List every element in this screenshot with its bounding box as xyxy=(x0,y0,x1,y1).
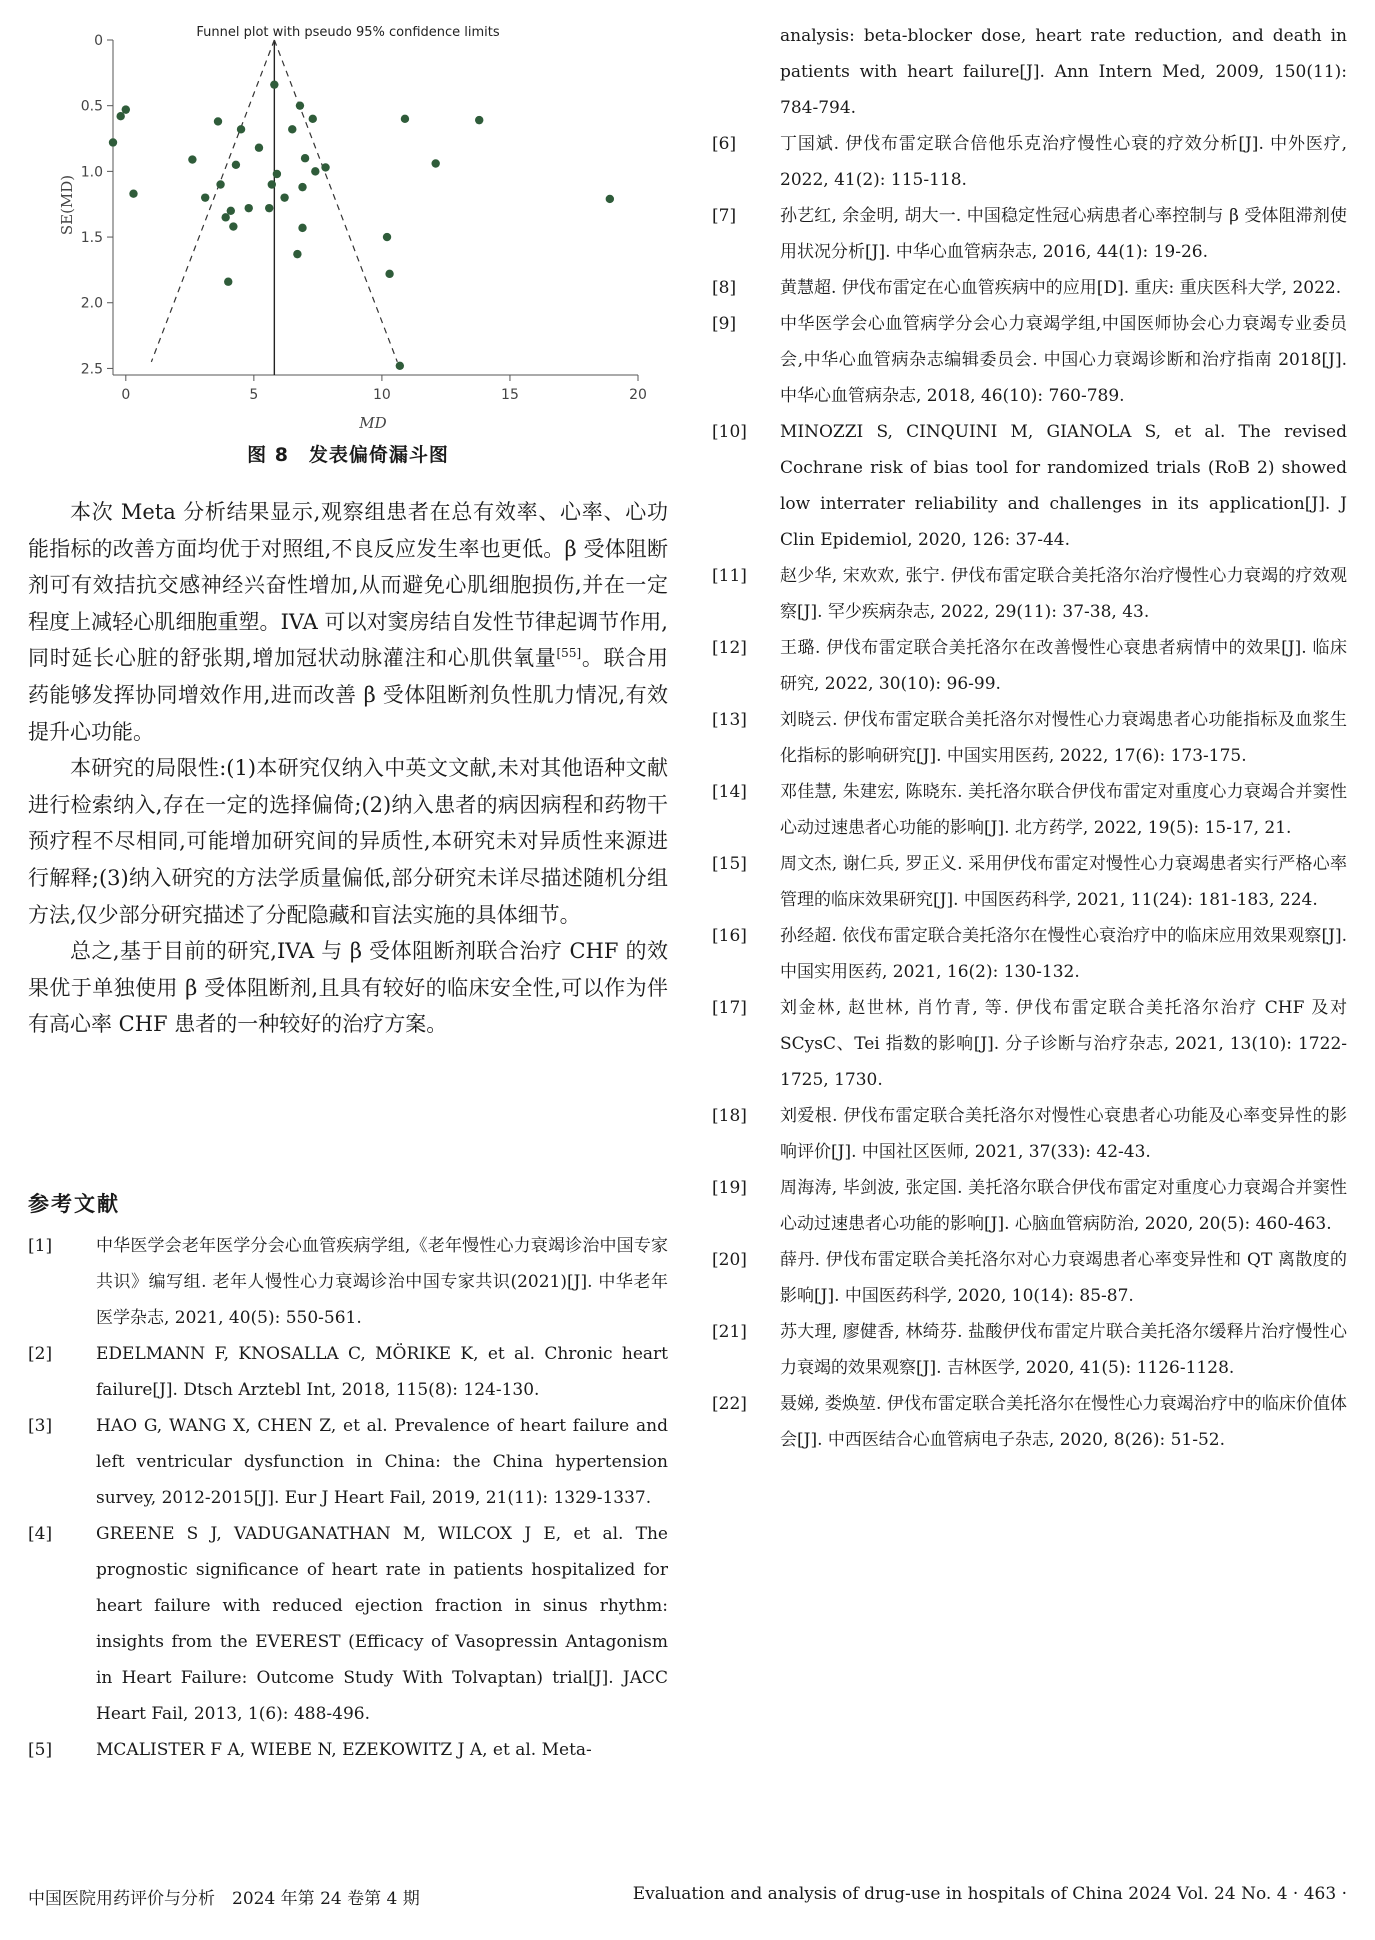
y-axis-label: SE(MD) xyxy=(58,174,76,236)
y-tick-label: 2.5 xyxy=(80,361,103,378)
references-heading: 参考文献 xyxy=(28,1192,120,1216)
y-tick-label: 0 xyxy=(94,33,103,49)
study-point xyxy=(255,144,263,152)
reference-text: 刘爱根. 伊伐布雷定联合美托洛尔对慢性心衰患者心功能及心率变异性的影响评价[J]. 中国社区医师, 2021, 37(33): 42-43. xyxy=(780,1106,1347,1162)
study-point xyxy=(298,183,306,191)
study-point xyxy=(280,193,288,201)
reference-number: [15] xyxy=(712,854,747,874)
reference-item xyxy=(712,1314,1347,1386)
reference-text: 周海涛, 毕剑波, 张定国. 美托洛尔联合伊伐布雷定对重度心力衰竭合并窦性心动过速患者心功能的影响[J]. 心脑血管病防治, 2020, 20(5): 460-463. xyxy=(780,1178,1347,1234)
reference-number: [9] xyxy=(712,314,737,334)
reference-number: [21] xyxy=(712,1322,747,1342)
reference-text: 聂娣, 娄焕堃. 伊伐布雷定联合美托洛尔在慢性心力衰竭治疗中的临床价值体会[J]. 中西医结合心血管病电子杂志, 2020, 8(26): 51-52. xyxy=(780,1394,1347,1450)
reference-item xyxy=(712,1242,1347,1314)
footer-journal-en: Evaluation and analysis of drug-use in hospitals of China 2024 Vol. 24 No. 4 · 463 · xyxy=(632,1884,1347,1904)
study-point xyxy=(288,125,296,133)
reference-item xyxy=(712,1170,1347,1242)
y-tick-label: 1.5 xyxy=(80,230,103,247)
study-point xyxy=(396,362,404,370)
reference-item xyxy=(712,990,1347,1098)
study-point xyxy=(401,115,409,123)
reference-text: 王璐. 伊伐布雷定联合美托洛尔在改善慢性心衰患者病情中的效果[J]. 临床研究, 2022, 30(10): 96-99. xyxy=(780,638,1347,694)
reference-item xyxy=(712,846,1347,918)
reference-item xyxy=(28,1336,668,1408)
reference-item xyxy=(28,1228,668,1336)
reference-item xyxy=(712,198,1347,270)
study-point xyxy=(273,170,281,178)
reference-item xyxy=(712,558,1347,630)
references-left-column xyxy=(28,1228,668,1768)
study-point xyxy=(109,138,117,146)
study-point xyxy=(229,222,237,230)
study-point xyxy=(296,101,304,109)
chart-title: Funnel plot with pseudo 95% confidence limits xyxy=(196,25,500,40)
plot-area xyxy=(81,33,647,403)
reference-text: HAO G, WANG X, CHEN Z, et al. Prevalence of heart failure and left ventricular dysfunction in China: the China hypertension survey, 2012-2015[J]. Eur J Heart Fail, 2019, 21(11): 1329-1337. xyxy=(96,1416,668,1508)
study-point xyxy=(606,195,614,203)
reference-text: 中华医学会心血管病学分会心力衰竭学组,中国医师协会心力衰竭专业委员会,中华心血管病杂志编辑委员会. 中国心力衰竭诊断和治疗指南 2018[J]. 中华心血管病杂志, 2018, 46(10): 760-789. xyxy=(780,314,1347,406)
reference-text: 刘金林, 赵世林, 肖竹青, 等. 伊伐布雷定联合美托洛尔治疗 CHF 及对 SCysC、Tei 指数的影响[J]. 分子诊断与治疗杂志, 2021, 13(10): 1722-1725, 1730. xyxy=(780,998,1347,1090)
reference-number: [3] xyxy=(28,1416,53,1436)
reference-text: 薛丹. 伊伐布雷定联合美托洛尔对心力衰竭患者心率变异性和 QT 离散度的影响[J]. 中国医药科学, 2020, 10(14): 85-87. xyxy=(780,1250,1347,1306)
reference-item xyxy=(712,414,1347,558)
y-tick-label: 0.5 xyxy=(80,98,103,115)
study-point xyxy=(232,161,240,169)
study-point xyxy=(268,180,276,188)
reference-text: 赵少华, 宋欢欢, 张宁. 伊伐布雷定联合美托洛尔治疗慢性心力衰竭的疗效观察[J]. 罕少疾病杂志, 2022, 29(11): 37-38, 43. xyxy=(780,566,1347,622)
study-point xyxy=(224,278,232,286)
reference-item xyxy=(712,702,1347,774)
x-tick-label: 20 xyxy=(629,387,647,403)
reference-text: 刘晓云. 伊伐布雷定联合美托洛尔对慢性心力衰竭患者心功能指标及血浆生化指标的影响研究[J]. 中国实用医药, 2022, 17(6): 173-175. xyxy=(780,710,1347,766)
reference-number: [1] xyxy=(28,1236,53,1256)
reference-number: [19] xyxy=(712,1178,747,1198)
reference-number: [11] xyxy=(712,566,747,586)
reference-number: [13] xyxy=(712,710,747,730)
x-axis-label: MD xyxy=(359,414,387,430)
reference-number: [2] xyxy=(28,1344,53,1364)
funnel-plot xyxy=(28,10,648,430)
study-point xyxy=(431,159,439,167)
study-point xyxy=(201,193,209,201)
study-point xyxy=(383,233,391,241)
study-point xyxy=(321,163,329,171)
reference-text: MINOZZI S, CINQUINI M, GIANOLA S, et al. The revised Cochrane risk of bias tool for randomized trials (RoB 2) showed low interrater reliability and challenges in its application[J]. J Clin Epidemiol, 2020, 126: 37-44. xyxy=(780,422,1347,550)
x-tick-label: 0 xyxy=(121,387,131,403)
study-point xyxy=(216,180,224,188)
figure-caption: 图 8 发表偏倚漏斗图 xyxy=(247,444,449,466)
y-tick-label: 2.0 xyxy=(80,295,103,312)
reference-number: [18] xyxy=(712,1106,747,1126)
study-point xyxy=(188,155,196,163)
reference-text: GREENE S J, VADUGANATHAN M, WILCOX J E, et al. The prognostic significance of heart rate in patients hospitalized for heart failure with reduced ejection fraction in sinus rhythm: insights from the EVEREST (Efficacy of Vasopressin Antagonism in Heart Failure: Outcome Study With Tolvaptan) trial[J]. JACC Heart Fail, 2013, 1(6): 488-496. xyxy=(96,1524,668,1724)
reference-number: [17] xyxy=(712,998,747,1018)
reference-text: 周文杰, 谢仁兵, 罗正义. 采用伊伐布雷定对慢性心力衰竭患者实行严格心率管理的临床效果研究[J]. 中国医药科学, 2021, 11(24): 181-183, 224. xyxy=(780,854,1347,910)
reference-number: [8] xyxy=(712,278,737,298)
reference-text: 孙经超. 依伐布雷定联合美托洛尔在慢性心衰治疗中的临床应用效果观察[J]. 中国实用医药, 2021, 16(2): 130-132. xyxy=(780,926,1347,982)
discussion-body xyxy=(28,494,668,1043)
reference-text: 邓佳慧, 朱建宏, 陈晓东. 美托洛尔联合伊伐布雷定对重度心力衰竭合并窦性心动过速患者心功能的影响[J]. 北方药学, 2022, 19(5): 15-17, 21. xyxy=(780,782,1347,838)
reference-number: [6] xyxy=(712,134,737,154)
study-point xyxy=(265,204,273,212)
reference-item xyxy=(712,918,1347,990)
references-right-column xyxy=(712,18,1347,1458)
study-point xyxy=(129,190,137,198)
reference-item xyxy=(712,126,1347,198)
paragraph-1: 本次 Meta 分析结果显示,观察组患者在总有效率、心率、心功能指标的改善方面均优于对照组,不良反应发生率也更低。β 受体阻断剂可有效拮抗交感神经兴奋性增加,从而避免心肌细胞损伤,并在一定程度上减轻心肌细胞重塑。IVA 可以对窦房结自发性节律起调节作用,同时延长心脏的舒张期,增加冠状动脉灌注和心肌供氧量[55]。联合用药能够发挥协同增效作用,进而改善 β 受体阻断剂负性肌力情况,有效提升心功能。 xyxy=(28,500,668,744)
study-point xyxy=(270,80,278,88)
study-point xyxy=(298,224,306,232)
y-tick-label: 1.0 xyxy=(80,164,103,181)
study-point xyxy=(301,154,309,162)
study-point xyxy=(237,125,245,133)
reference-item xyxy=(28,1408,668,1516)
reference-text: 苏大理, 廖健香, 林绮芬. 盐酸伊伐布雷定片联合美托洛尔缓释片治疗慢性心力衰竭的效果观察[J]. 吉林医学, 2020, 41(5): 1126-1128. xyxy=(780,1322,1347,1378)
study-point xyxy=(385,270,393,278)
study-point xyxy=(122,105,130,113)
study-point xyxy=(221,213,229,221)
paragraph-3: 总之,基于目前的研究,IVA 与 β 受体阻断剂联合治疗 CHF 的效果优于单独使用 β 受体阻断剂,且具有较好的临床安全性,可以作为伴有高心率 CHF 患者的一种较好的治疗方案。 xyxy=(28,939,668,1037)
reference-number: [7] xyxy=(712,206,737,226)
reference-text: MCALISTER F A, WIEBE N, EZEKOWITZ J A, et al. Meta- xyxy=(96,1740,592,1760)
reference-number: [10] xyxy=(712,422,747,442)
reference-item xyxy=(712,1098,1347,1170)
reference-item xyxy=(28,1732,668,1768)
reference-item xyxy=(712,1386,1347,1458)
x-tick-label: 5 xyxy=(249,387,259,403)
study-point xyxy=(475,116,483,124)
reference-item xyxy=(28,1516,668,1732)
reference-item xyxy=(712,774,1347,846)
footer-journal-cn: 中国医院用药评价与分析 2024 年第 24 卷第 4 期 xyxy=(28,1889,420,1909)
study-point xyxy=(309,115,317,123)
citation-superscript: [55] xyxy=(556,646,582,661)
x-tick-label: 15 xyxy=(501,387,519,403)
reference-number: [14] xyxy=(712,782,747,802)
study-point xyxy=(214,117,222,125)
x-tick-label: 10 xyxy=(372,387,391,403)
reference-item xyxy=(712,270,1347,306)
paragraph-2: 本研究的局限性:(1)本研究仅纳入中英文文献,未对其他语种文献进行检索纳入,存在一定的选择偏倚;(2)纳入患者的病因病程和药物干预疗程不尽相同,可能增加研究间的异质性,本研究未对异质性来源进行解释;(3)纳入研究的方法学质量偏低,部分研究未详尽描述随机分组方法,仅少部分研究描述了分配隐藏和盲法实施的具体细节。 xyxy=(28,756,668,927)
reference-number: [12] xyxy=(712,638,747,658)
reference-number: [5] xyxy=(28,1740,53,1760)
reference-number: [16] xyxy=(712,926,747,946)
ci-lower-line xyxy=(151,40,274,362)
reference-text: EDELMANN F, KNOSALLA C, MÖRIKE K, et al. Chronic heart failure[J]. Dtsch Arztebl Int, 2018, 115(8): 124-130. xyxy=(96,1344,668,1400)
study-point xyxy=(293,250,301,258)
ci-upper-line xyxy=(274,40,397,362)
reference-number: [4] xyxy=(28,1524,53,1544)
reference-text: 中华医学会老年医学分会心血管疾病学组,《老年慢性心力衰竭诊治中国专家共识》编写组. 老年人慢性心力衰竭诊治中国专家共识(2021)[J]. 中华老年医学杂志, 2021, 40(5): 550-561. xyxy=(96,1236,668,1328)
study-point xyxy=(116,112,124,120)
reference-number: [22] xyxy=(712,1394,747,1414)
reference-text: 黄慧超. 伊伐布雷定在心血管疾病中的应用[D]. 重庆: 重庆医科大学, 2022. xyxy=(780,278,1342,298)
reference-item xyxy=(712,306,1347,414)
reference-text: 丁国斌. 伊伐布雷定联合倍他乐克治疗慢性心衰的疗效分析[J]. 中外医疗, 2022, 41(2): 115-118. xyxy=(780,134,1347,190)
reference-text: 孙艺红, 余金明, 胡大一. 中国稳定性冠心病患者心率控制与 β 受体阻滞剂使用状况分析[J]. 中华心血管病杂志, 2016, 44(1): 19-26. xyxy=(780,206,1347,262)
study-point xyxy=(227,207,235,215)
study-point xyxy=(311,167,319,175)
study-point xyxy=(245,204,253,212)
reference-item xyxy=(712,630,1347,702)
reference-number: [20] xyxy=(712,1250,747,1270)
reference-5-continued: analysis: beta-blocker dose, heart rate reduction, and death in patients with heart failure[J]. Ann Intern Med, 2009, 150(11): 784-794. xyxy=(780,26,1347,118)
